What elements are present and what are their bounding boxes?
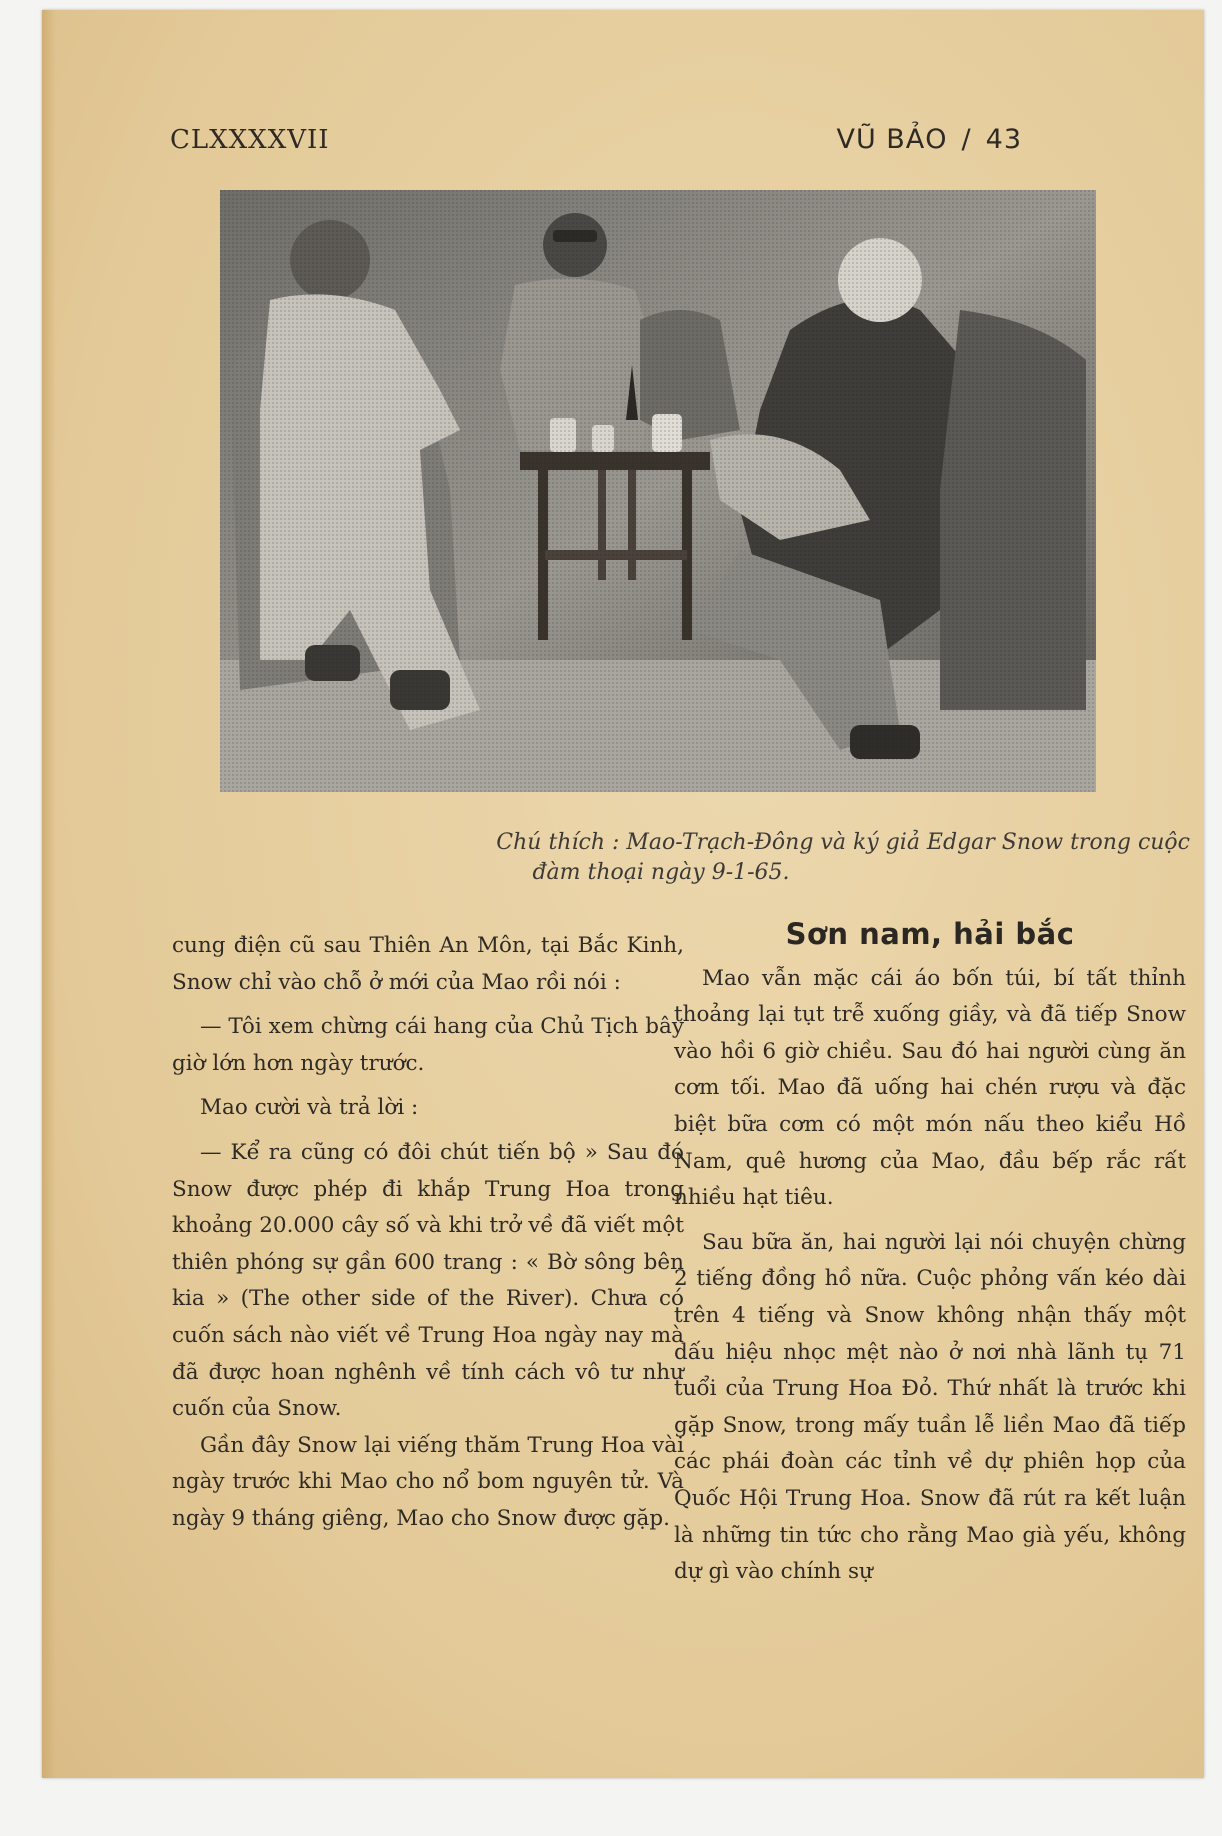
left-paragraph-2: — Tôi xem chừng cái hang của Chủ Tịch bây giờ lớn hơn ngày trước. [172, 1014, 684, 1076]
right-column [674, 916, 1186, 1591]
header-roman-numeral: CLXXXXVII [170, 125, 330, 155]
left-paragraph-3: Mao cười và trả lời : [200, 1095, 419, 1121]
section-title: Sơn nam, hải bắc [785, 917, 1075, 951]
header-author-page [836, 124, 1022, 155]
left-column [172, 928, 684, 1538]
caption-line-1: Chú thích : Mao-Trạch-Đông và ký giả Edgar Snow trong cuộc [496, 830, 1190, 855]
left-paragraph-4: — Kể ra cũng có đôi chút tiến bộ » Sau đó Snow được phép đi khắp Trung Hoa trong khoảng 20.000 cây số và khi trở về đã viết một thiên phóng sự gần 600 trang : « Bờ sông bên kia » (The other side of the River). Chưa có cuốn sách nào viết về Trung Hoa ngày nay mà đã được hoan nghênh về tính cách vô tư như cuốn của Snow. [172, 1139, 684, 1422]
caption-line-2: đàm thoại ngày 9-1-65. [532, 860, 790, 885]
photo-illustration [220, 190, 1096, 792]
header-author: VŨ BẢO [836, 124, 948, 155]
left-paragraph-1: cung điện cũ sau Thiên An Môn, tại Bắc Kinh, Snow chỉ vào chỗ ở mới của Mao rồi nói : [172, 933, 684, 995]
right-paragraph-2: Sau bữa ăn, hai người lại nói chuyện chừng 2 tiếng đồng hồ nữa. Cuộc phỏng vấn kéo dài trên 4 tiếng và Snow không nhận thấy một dấu hiệu nhọc mệt nào ở nơi nhà lãnh tụ 71 tuổi của Trung Hoa Đỏ. Thứ nhất là trước khi gặp Snow, trong mấy tuần lễ liền Mao đã tiếp các phái đoàn các tỉnh về dự phiên họp của Quốc Hội Trung Hoa. Snow đã rút ra kết luận là những tin tức cho rằng Mao già yếu, không dự gì vào chính sự [674, 1229, 1186, 1585]
right-paragraph-1: Mao vẫn mặc cái áo bốn túi, bí tất thỉnh thoảng lại tụt trễ xuống giầy, và đã tiếp Snow vào hồi 6 giờ chiều. Sau đó hai người cùng ăn cơm tối. Mao đã uống hai chén rượu và đặc biệt bữa cơm có một món nấu theo kiểu Hồ Nam, quê hương của Mao, đầu bếp rắc rất nhiều hạt tiêu. [674, 965, 1186, 1211]
running-header [170, 124, 1022, 155]
left-paragraph-5: Gần đây Snow lại viếng thăm Trung Hoa vài ngày trước khi Mao cho nổ bom nguyên tử. Và ngày 9 tháng giêng, Mao cho Snow được gặp. [172, 1432, 684, 1531]
photo-caption [232, 828, 1190, 888]
page-number: 43 [985, 124, 1022, 155]
photograph-icon [220, 190, 1096, 792]
header-separator: / [961, 124, 972, 155]
magazine-page [42, 10, 1204, 1778]
